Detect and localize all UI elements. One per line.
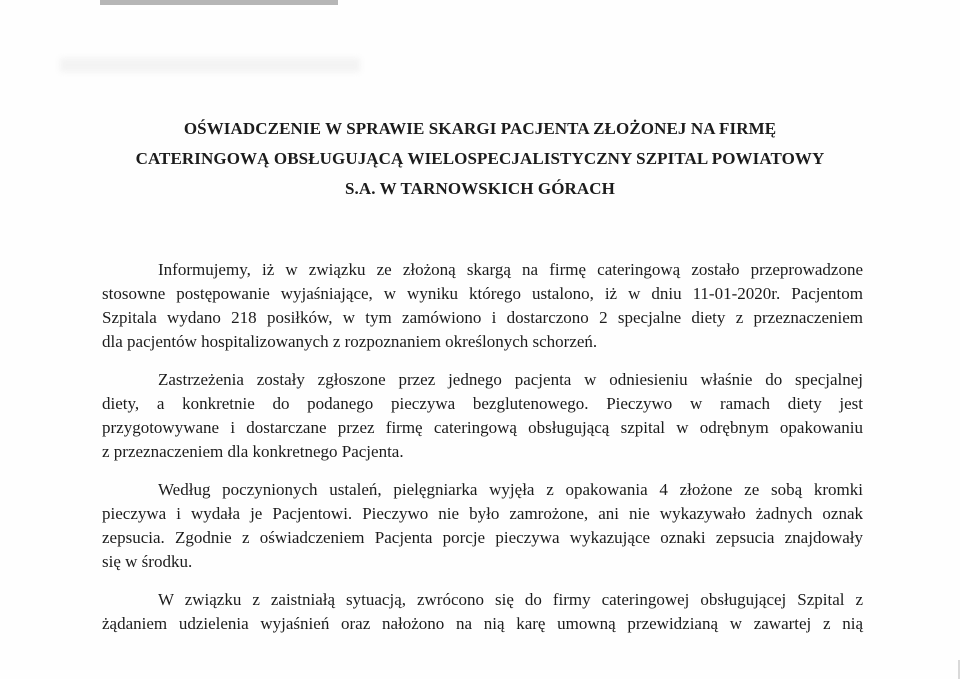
- document-body: [102, 258, 863, 650]
- paragraph-line: Szpitala wydano 218 posiłków, w tym zamówiono i dostarczono 2 specjalne diety z przeznaczeniem: [102, 308, 863, 327]
- paragraph-line: Zastrzeżenia zostały zgłoszone przez jednego pacjenta w odniesieniu właśnie do specjalnej: [158, 370, 863, 389]
- paragraph-line: z przeznaczeniem dla konkretnego Pacjenta.: [102, 442, 404, 461]
- document-title: [120, 114, 840, 204]
- paragraph: [102, 258, 863, 354]
- paragraph-line: się w środku.: [102, 552, 193, 571]
- title-line: S.A. W TARNOWSKICH GÓRACH: [345, 179, 615, 198]
- scan-artifact-top: [100, 0, 338, 5]
- paragraph-line: diety, a konkretnie do podanego pieczywa bezglutenowego. Pieczywo w ramach diety jest: [102, 394, 863, 413]
- paragraph-line: stosowne postępowanie wyjaśniające, w wyniku którego ustalono, iż w dniu 11-01-2020r. Pacjentom: [102, 284, 863, 303]
- paragraph: [102, 478, 863, 574]
- paragraph-line: Informujemy, iż w związku ze złożoną skargą na firmę cateringową zostało przeprowadzone: [158, 260, 863, 279]
- paragraph-line: zepsucia. Zgodnie z oświadczeniem Pacjenta porcje pieczywa wykazujące oznaki zepsucia znajdowały: [102, 528, 863, 547]
- paragraph-line: pieczywa i wydała je Pacjentowi. Pieczywo nie było zamrożone, ani nie wykazywało żadnych oznak: [102, 504, 863, 523]
- paragraph-line: przygotowywane i dostarczane przez firmę cateringową obsługującą szpital w odrębnym opakowaniu: [102, 418, 863, 437]
- paragraph-line: dla pacjentów hospitalizowanych z rozpoznaniem określonych schorzeń.: [102, 332, 598, 351]
- paragraph: [102, 588, 863, 636]
- title-line: OŚWIADCZENIE W SPRAWIE SKARGI PACJENTA ZŁOŻONEJ NA FIRMĘ: [183, 119, 777, 138]
- title-line: CATERINGOWĄ OBSŁUGUJĄCĄ WIELOSPECJALISTYCZNY SZPITAL POWIATOWY: [135, 149, 825, 168]
- scan-artifact-faint: [60, 58, 360, 72]
- paragraph: [102, 368, 863, 464]
- paragraph-line: W związku z zaistniałą sytuacją, zwrócono się do firmy cateringowej obsługującej Szpital z: [158, 590, 863, 609]
- paragraph-line: Według poczynionych ustaleń, pielęgniarka wyjęła z opakowania 4 złożone ze sobą kromki: [158, 480, 863, 499]
- paragraph-line: żądaniem udzielenia wyjaśnień oraz nałożono na nią karę umowną przewidzianą w zawartej z nią: [102, 614, 863, 633]
